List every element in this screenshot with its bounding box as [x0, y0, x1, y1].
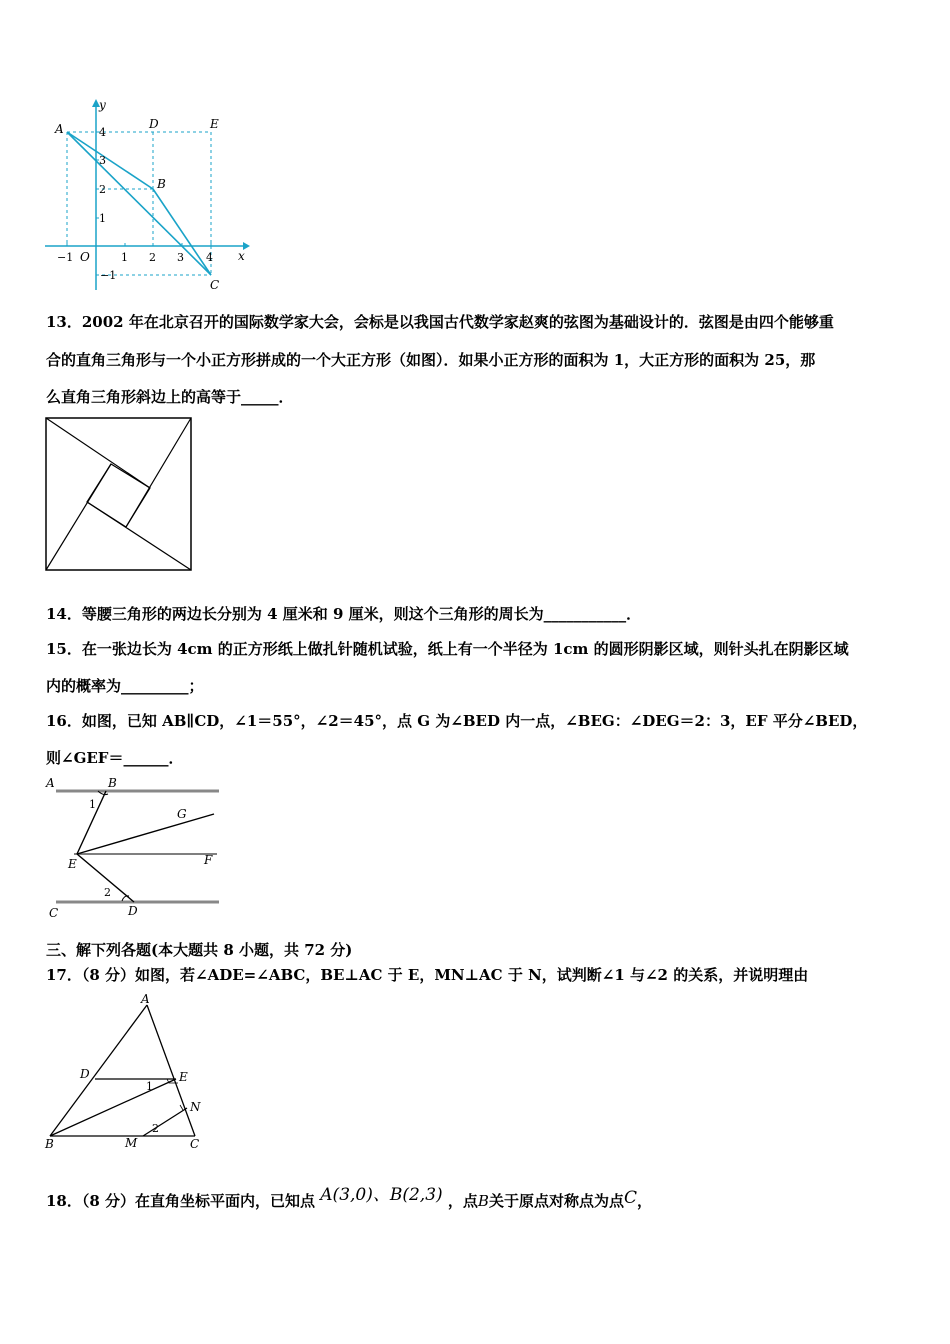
tick-x4: 4 [206, 251, 213, 264]
q18-mid2: 关于原点对称点为点 [488, 1192, 624, 1210]
section-3-title: 三、解下列各题(本大题共 8 小题，共 72 分) [46, 941, 353, 959]
q13-line3: 么直角三角形斜边上的高等于_____． [46, 388, 294, 406]
q18-prefix: 18．（8 分）在直角坐标平面内，已知点 [46, 1192, 316, 1210]
q16-line1: 16．如图，已知 AB∥CD，∠1＝55°，∠2＝45°，点 G 为∠BED 内一点，∠BEG：∠DEG＝2：3，EF 平分∠BED， [46, 712, 868, 730]
label-n: N [190, 1100, 201, 1114]
label-d: D [128, 904, 138, 918]
tick-x3: 3 [177, 251, 184, 264]
label-b: B [45, 1137, 54, 1151]
label-e: E [210, 117, 219, 131]
q17-line1: 17．（8 分）如图，若∠ADE=∠ABC，BE⊥AC 于 E，MN⊥AC 于 N，试判断∠1 与∠2 的关系，并说明理由 [46, 966, 809, 984]
label-m: M [125, 1136, 138, 1150]
q15-line1: 15．在一张边长为 4cm 的正方形纸上做扎针随机试验，纸上有一个半径为 1cm 的圆形阴影区域，则针头扎在阴影区域 [46, 640, 849, 658]
tick-xneg1: −1 [57, 251, 74, 264]
tick-y1: 1 [99, 212, 106, 225]
label-e: E [68, 857, 77, 871]
q18-points: A(3,0)、B(2,3) [320, 1185, 443, 1205]
label-c: C [190, 1137, 200, 1151]
tick-y2: 2 [99, 183, 106, 196]
q18-point-b: B [477, 1192, 489, 1210]
label-y: y [99, 98, 106, 112]
q18-line1 [46, 1186, 652, 1211]
angle-2: 2 [152, 1122, 159, 1135]
angle-1: 1 [89, 798, 96, 811]
label-e: E [179, 1070, 188, 1084]
label-f: F [204, 853, 213, 867]
label-a: A [141, 992, 150, 1006]
tick-x2: 2 [149, 251, 156, 264]
label-x: x [238, 249, 245, 263]
label-b: B [157, 177, 166, 191]
q16-line2: 则∠GEF＝______． [46, 749, 184, 767]
label-c: C [210, 278, 220, 292]
triangle-figure [40, 990, 215, 1155]
q13-line2: 合的直角三角形与一个小正方形拼成的一个大正方形（如图）．如果小正方形的面积为 1，大正方形的面积为 25，那 [46, 351, 816, 369]
q13-line1: 13．2002 年在北京召开的国际数学家大会，会标是以我国古代数学家赵爽的弦图为基础设计的．弦图是由四个能够重 [46, 313, 834, 331]
tick-y3: 3 [99, 154, 106, 167]
tick-yneg1: −1 [100, 269, 117, 282]
tick-y4: 4 [99, 126, 106, 139]
q18-mid: ，点 [447, 1192, 478, 1210]
q15-line2: 内的概率为_________； [46, 677, 204, 695]
parallel-lines-figure [44, 772, 224, 922]
label-b: B [108, 776, 117, 790]
angle-2: 2 [104, 886, 111, 899]
q18-suffix: ， [636, 1192, 652, 1210]
string-figure [44, 416, 194, 573]
label-g: G [177, 807, 187, 821]
segment-ab [67, 132, 153, 189]
label-c: C [49, 906, 59, 920]
q14-line1: 14．等腰三角形的两边长分别为 4 厘米和 9 厘米，则这个三角形的周长为___________． [46, 605, 642, 623]
tick-x1: 1 [121, 251, 128, 264]
label-a: A [55, 122, 64, 136]
label-d: D [149, 117, 159, 131]
q18-point-c: C [623, 1188, 637, 1208]
label-d: D [80, 1067, 90, 1081]
label-a: A [46, 776, 55, 790]
label-origin: O [80, 250, 90, 264]
angle-1: 1 [146, 1080, 153, 1093]
coordinate-figure [40, 95, 255, 295]
